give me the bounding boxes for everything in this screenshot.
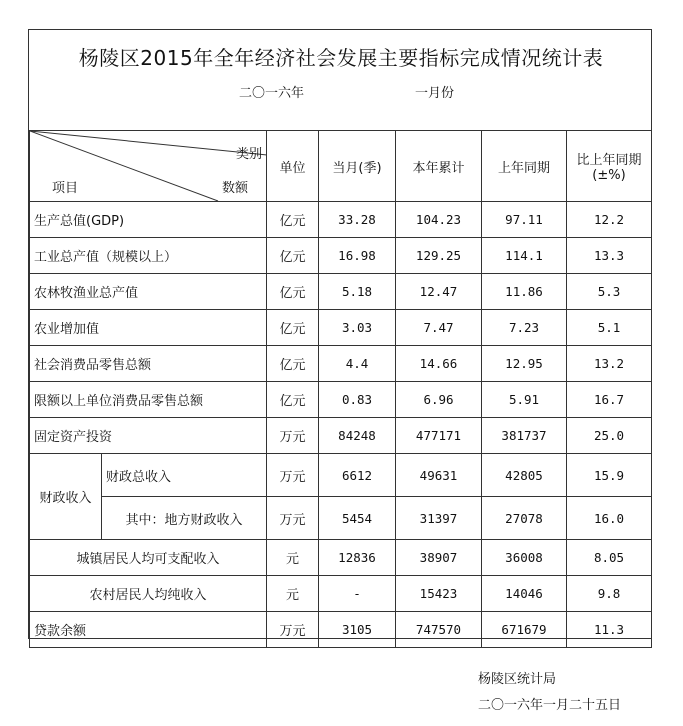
row-unit: 万元 xyxy=(267,612,319,648)
finance-group-label: 财政收入 xyxy=(30,454,102,540)
header-yoy-line2: (±%) xyxy=(592,168,626,183)
header-category: 类别 xyxy=(236,147,263,162)
table-header-row xyxy=(30,131,652,202)
row-current: 33.28 xyxy=(319,202,396,238)
row-yoy: 12.2 xyxy=(567,202,652,238)
footer-organization: 杨陵区统计局 xyxy=(478,672,557,687)
row-current: - xyxy=(319,576,396,612)
row-label: 城镇居民人均可支配收入 xyxy=(30,540,267,576)
row-unit: 亿元 xyxy=(267,274,319,310)
row-label: 贷款余额 xyxy=(30,612,267,648)
row-yoy: 13.3 xyxy=(567,238,652,274)
row-yoy: 5.1 xyxy=(567,310,652,346)
table-row xyxy=(30,576,652,612)
row-unit: 万元 xyxy=(267,418,319,454)
row-ytd: 49631 xyxy=(396,454,482,497)
row-unit: 万元 xyxy=(267,454,319,497)
row-ytd: 477171 xyxy=(396,418,482,454)
diagonal-header-cell xyxy=(30,131,267,202)
header-yoy xyxy=(567,131,652,202)
row-yoy: 11.3 xyxy=(567,612,652,648)
finance-total-row xyxy=(30,454,652,497)
row-label: 农村居民人均纯收入 xyxy=(30,576,267,612)
row-current: 3.03 xyxy=(319,310,396,346)
row-last: 36008 xyxy=(482,540,567,576)
row-current: 6612 xyxy=(319,454,396,497)
row-last: 381737 xyxy=(482,418,567,454)
table-row xyxy=(30,202,652,238)
row-current: 5454 xyxy=(319,497,396,540)
finance-total-label: 财政总收入 xyxy=(102,454,267,497)
row-ytd: 7.47 xyxy=(396,310,482,346)
row-last: 14046 xyxy=(482,576,567,612)
table-row xyxy=(30,540,652,576)
row-current: 5.18 xyxy=(319,274,396,310)
row-yoy: 15.9 xyxy=(567,454,652,497)
row-unit: 亿元 xyxy=(267,346,319,382)
report-year: 二〇一六年 xyxy=(239,86,305,101)
header-quantity: 数额 xyxy=(222,181,249,196)
row-yoy: 8.05 xyxy=(567,540,652,576)
table-row xyxy=(30,382,652,418)
table-row xyxy=(30,612,652,648)
row-yoy: 9.8 xyxy=(567,576,652,612)
row-label: 限额以上单位消费品零售总额 xyxy=(30,382,267,418)
row-yoy: 16.0 xyxy=(567,497,652,540)
row-unit: 元 xyxy=(267,576,319,612)
header-item: 项目 xyxy=(52,181,79,196)
row-ytd: 12.47 xyxy=(396,274,482,310)
row-unit: 亿元 xyxy=(267,382,319,418)
finance-local-row xyxy=(30,497,652,540)
row-yoy: 13.2 xyxy=(567,346,652,382)
row-label: 工业总产值（规模以上） xyxy=(30,238,267,274)
row-current: 12836 xyxy=(319,540,396,576)
header-current: 当月(季) xyxy=(319,131,396,202)
row-ytd: 104.23 xyxy=(396,202,482,238)
row-last: 27078 xyxy=(482,497,567,540)
row-label: 社会消费品零售总额 xyxy=(30,346,267,382)
row-current: 84248 xyxy=(319,418,396,454)
row-unit: 亿元 xyxy=(267,310,319,346)
row-ytd: 38907 xyxy=(396,540,482,576)
row-last: 12.95 xyxy=(482,346,567,382)
row-yoy: 25.0 xyxy=(567,418,652,454)
table-row xyxy=(30,346,652,382)
row-last: 42805 xyxy=(482,454,567,497)
row-ytd: 6.96 xyxy=(396,382,482,418)
row-unit: 亿元 xyxy=(267,238,319,274)
header-last-year: 上年同期 xyxy=(482,131,567,202)
row-last: 11.86 xyxy=(482,274,567,310)
row-label: 固定资产投资 xyxy=(30,418,267,454)
indicator-table xyxy=(29,130,652,648)
row-ytd: 129.25 xyxy=(396,238,482,274)
row-current: 4.4 xyxy=(319,346,396,382)
row-ytd: 14.66 xyxy=(396,346,482,382)
row-yoy: 16.7 xyxy=(567,382,652,418)
row-unit: 万元 xyxy=(267,497,319,540)
row-unit: 元 xyxy=(267,540,319,576)
header-yoy-line1: 比上年同期 xyxy=(576,153,642,168)
row-label: 生产总值(GDP) xyxy=(30,202,267,238)
header-unit: 单位 xyxy=(267,131,319,202)
table-row xyxy=(30,418,652,454)
header-ytd: 本年累计 xyxy=(396,131,482,202)
finance-local-label: 其中：地方财政收入 xyxy=(102,497,267,540)
row-last: 97.11 xyxy=(482,202,567,238)
row-last: 671679 xyxy=(482,612,567,648)
footer-date: 二〇一六年一月二十五日 xyxy=(478,698,622,713)
table-row xyxy=(30,238,652,274)
report-month: 一月份 xyxy=(415,86,455,101)
report-frame xyxy=(28,29,652,639)
row-unit: 亿元 xyxy=(267,202,319,238)
row-last: 5.91 xyxy=(482,382,567,418)
page-title: 杨陵区2015年全年经济社会发展主要指标完成情况统计表 xyxy=(78,46,604,70)
row-label: 农林牧渔业总产值 xyxy=(30,274,267,310)
table-row xyxy=(30,274,652,310)
row-ytd: 31397 xyxy=(396,497,482,540)
row-label: 农业增加值 xyxy=(30,310,267,346)
row-current: 3105 xyxy=(319,612,396,648)
row-ytd: 15423 xyxy=(396,576,482,612)
table-row xyxy=(30,310,652,346)
row-ytd: 747570 xyxy=(396,612,482,648)
row-last: 114.1 xyxy=(482,238,567,274)
row-current: 16.98 xyxy=(319,238,396,274)
row-yoy: 5.3 xyxy=(567,274,652,310)
row-last: 7.23 xyxy=(482,310,567,346)
row-current: 0.83 xyxy=(319,382,396,418)
